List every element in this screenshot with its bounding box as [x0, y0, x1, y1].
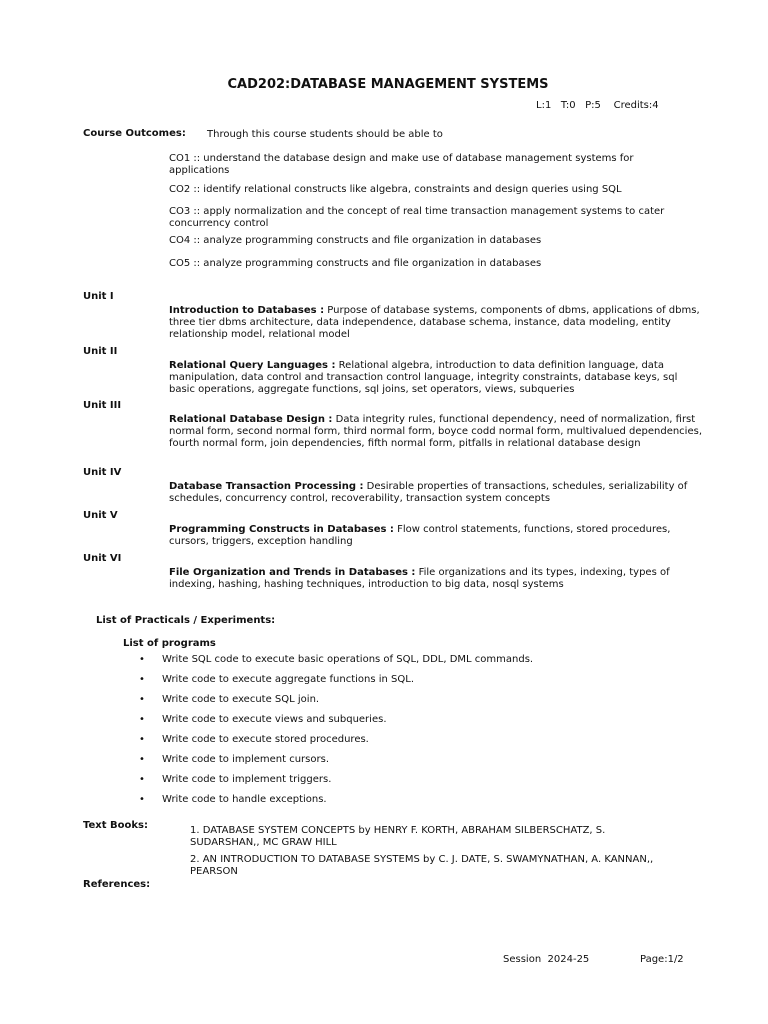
unit-2-text: Relational algebra, introduction to data definition language, data manipulation, data control and transaction control language, integrity constraints, database keys, sql basic operations, aggregate functions, sql joins, set operators, views, subqueries — [169, 360, 678, 395]
program-item: Write code to implement triggers. — [162, 774, 332, 785]
program-item: Write code to execute stored procedures. — [162, 734, 369, 745]
bullet-icon: • — [139, 794, 145, 805]
program-item: Write code to execute views and subqueries. — [162, 714, 387, 725]
text-book-1: 1. DATABASE SYSTEM CONCEPTS by HENRY F. KORTH, ABRAHAM SILBERSCHATZ, S. SUDARSHAN,, MC GRAW HILL — [190, 825, 606, 848]
bullet-icon: • — [139, 654, 145, 665]
references-label: References: — [83, 879, 151, 890]
page-number: Page:1/2 — [640, 954, 684, 965]
unit-2-label: Unit II — [83, 346, 118, 357]
credits-line: L:1 T:0 P:5 Credits:4 — [536, 100, 659, 111]
course-outcome-3: CO3 :: apply normalization and the concept of real time transaction management systems to cater concurrency control — [169, 206, 665, 229]
bullet-icon: • — [139, 754, 145, 765]
unit-6-text: File organizations and its types, indexing, types of indexing, hashing, hashing techniques, introduction to big data, nosql systems — [169, 567, 670, 590]
unit-3-content — [169, 414, 704, 450]
unit-3-heading: Relational Database Design : — [169, 414, 333, 425]
bullet-icon: • — [139, 674, 145, 685]
course-outcomes-label: Course Outcomes: — [83, 128, 186, 139]
unit-6-heading: File Organization and Trends in Databases : — [169, 567, 416, 578]
bullet-icon: • — [139, 734, 145, 745]
unit-1-content — [169, 305, 704, 341]
course-outcomes-intro: Through this course students should be able to — [207, 129, 443, 140]
unit-1-label: Unit I — [83, 291, 114, 302]
programs-heading: List of programs — [123, 638, 216, 649]
program-item: Write SQL code to execute basic operations of SQL, DDL, DML commands. — [162, 654, 534, 665]
unit-4-text: Desirable properties of transactions, schedules, serializability of schedules, concurrency control, recoverability, transaction system concepts — [169, 481, 688, 504]
program-item: Write code to implement cursors. — [162, 754, 329, 765]
unit-5-text: Flow control statements, functions, stored procedures, cursors, triggers, exception handling — [169, 524, 671, 547]
program-item: Write code to execute SQL join. — [162, 694, 320, 705]
session-label: Session 2024-25 — [503, 954, 590, 965]
program-item: Write code to handle exceptions. — [162, 794, 327, 805]
unit-1-text: Purpose of database systems, components of dbms, applications of dbms, three tier dbms architecture, data independence, database schema, instance, data modeling, entity relationship model, relational model — [169, 305, 700, 340]
unit-6-content — [169, 567, 704, 591]
unit-2-content — [169, 360, 704, 396]
course-outcome-4: CO4 :: analyze programming constructs and file organization in databases — [169, 235, 542, 246]
unit-4-label: Unit IV — [83, 467, 122, 478]
course-outcome-5: CO5 :: analyze programming constructs and file organization in databases — [169, 258, 542, 269]
course-title: CAD202:DATABASE MANAGEMENT SYSTEMS — [227, 77, 549, 92]
practicals-heading: List of Practicals / Experiments: — [96, 615, 276, 626]
unit-3-text: Data integrity rules, functional dependency, need of normalization, first normal form, second normal form, third normal form, boyce codd normal form, multivalued dependencies, fourth normal form, join dependencies, fifth normal form, pitfalls in relational database design — [169, 414, 702, 449]
unit-4-content — [169, 481, 704, 505]
text-book-2: 2. AN INTRODUCTION TO DATABASE SYSTEMS by C. J. DATE, S. SWAMYNATHAN, A. KANNAN,, PEARSON — [190, 854, 654, 877]
bullet-icon: • — [139, 694, 145, 705]
bullet-icon: • — [139, 714, 145, 725]
unit-3-label: Unit III — [83, 400, 122, 411]
bullet-icon: • — [139, 774, 145, 785]
course-outcome-2: CO2 :: identify relational constructs like algebra, constraints and design queries using SQL — [169, 184, 622, 195]
unit-2-heading: Relational Query Languages : — [169, 360, 336, 371]
unit-6-label: Unit VI — [83, 553, 122, 564]
unit-5-heading: Programming Constructs in Databases : — [169, 524, 394, 535]
text-books-label: Text Books: — [83, 820, 148, 831]
course-outcome-1: CO1 :: understand the database design and make use of database management systems for applications — [169, 153, 634, 176]
program-item: Write code to execute aggregate functions in SQL. — [162, 674, 415, 685]
unit-5-content — [169, 524, 704, 548]
unit-1-heading: Introduction to Databases : — [169, 305, 325, 316]
unit-4-heading: Database Transaction Processing : — [169, 481, 364, 492]
unit-5-label: Unit V — [83, 510, 118, 521]
